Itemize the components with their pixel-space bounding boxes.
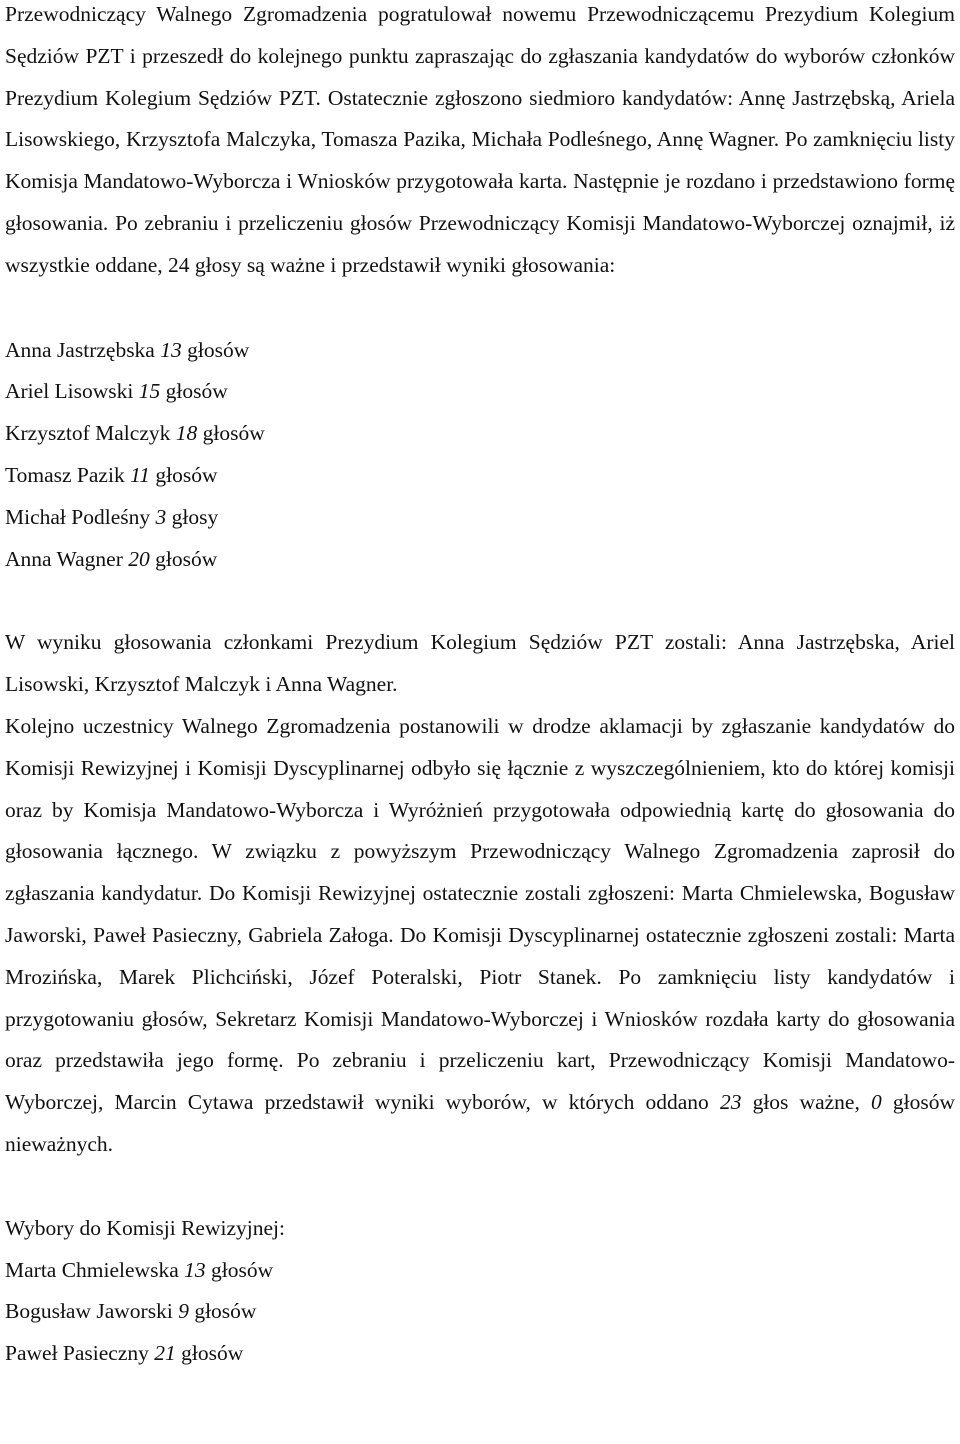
vote-unit: głosów [181,1341,244,1366]
vote-result-item [5,413,955,455]
presidium-vote-results [5,330,955,581]
vote-unit: głosów [165,379,228,404]
vote-result-item [5,455,955,497]
candidate-name: Ariel Lisowski [5,379,134,404]
vote-unit: głosów [202,421,265,446]
vote-result-item [5,1291,955,1333]
vote-result-item [5,1333,955,1375]
paragraph-text: Kolejno uczestnicy Walnego Zgromadzenia postanowili w drodze aklamacji by zgłaszanie kandydatów do Komisji Rewizyjnej i Komisji Dyscyplinarnej odbyło się łącznie z wyszczególnieniem, kto do której komisji oraz by Komisja Mandatowo-Wyborcza i Wyróżnień przygotowała odpowiednią kartę do głosowania do głosowania łącznego. W związku z powyższym Przewodniczący Walnego Zgromadzenia zaprosił do zgłaszania kandydatur. Do Komisji Rewizyjnej ostatecznie zostali zgłoszeni: Marta Chmielewska, Bogusław Jaworski, Paweł Pasieczny, Gabriela Załoga. Do Komisji Dyscyplinarnej ostatecznie zgłoszeni zostali: Marta Mrozińska, Marek Plichciński, Józef Poteralski, Piotr Stanek. Po zamknięciu listy kandydatów i przygotowaniu głosów, Sekretarz Komisji Mandatowo-Wyborczej i Wniosków rozdała karty do głosowania oraz przedstawiła jego formę. Po zebraniu i przeliczeniu kart, Przewodniczący Komisji Mandatowo-Wyborczej, Marcin Cytawa przedstawił wyniki wyborów, w których oddano [5,713,955,1115]
vote-count: 21 [154,1341,176,1366]
revision-vote-results [5,1250,955,1375]
candidate-name: Michał Podleśny [5,504,151,529]
vote-result-item [5,371,955,413]
paragraph-commission-nominations [5,706,955,1166]
vote-count: 20 [128,546,150,571]
vote-result-item [5,330,955,372]
vote-unit: głosów [155,546,218,571]
spacer [5,580,955,622]
vote-count: 3 [155,504,167,529]
vote-result-item [5,539,955,581]
paragraph-text: głos ważne, [741,1090,871,1115]
candidate-name: Marta Chmielewska [5,1257,179,1282]
vote-count: 15 [138,379,161,404]
vote-result-item [5,497,955,539]
candidate-name: Anna Jastrzębska [5,337,155,362]
invalid-votes-count: 0 [870,1090,882,1115]
candidate-name: Paweł Pasieczny [5,1341,149,1366]
candidate-name: Bogusław Jaworski [5,1299,173,1324]
spacer [5,1166,955,1208]
vote-unit: głosów [211,1257,274,1282]
vote-count: 9 [178,1299,189,1324]
vote-unit: głosów [187,337,250,362]
valid-votes-count: 23 [719,1090,742,1115]
vote-count: 13 [184,1257,206,1282]
vote-unit: głosów [155,462,218,487]
vote-count: 11 [130,462,150,487]
vote-count: 13 [160,337,182,362]
candidate-name: Tomasz Pazik [5,462,125,487]
candidate-name: Anna Wagner [5,546,123,571]
paragraph-text: głosów nieważnych. [5,1090,955,1156]
vote-result-item [5,1250,955,1292]
revision-commission-heading: Wybory do Komisji Rewizyjnej: [5,1215,285,1240]
candidate-name: Krzysztof Malczyk [5,421,171,446]
vote-unit: głosów [194,1299,257,1324]
vote-count: 18 [175,421,198,446]
vote-unit: głosy [171,504,219,529]
spacer [5,287,955,330]
paragraph-presidium-result: W wyniku głosowania członkami Prezydium Kolegium Sędziów PZT zostali: Anna Jastrzębska, Ariel Lisowski, Krzysztof Malczyk i Anna Wagner. [5,630,955,697]
paragraph-presidium-nominations: Przewodniczący Walnego Zgromadzenia pogratulował nowemu Przewodniczącemu Prezydium Kolegium Sędziów PZT i przeszedł do kolejnego punktu zapraszając do zgłaszania kandydatów do wyborów członków Prezydium Kolegium Sędziów PZT. Ostatecznie zgłoszono siedmioro kandydatów: Annę Jastrzębską, Ariela Lisowskiego, Krzysztofa Malczyka, Tomasza Pazika, Michała Podleśnego, Annę Wagner. Po zamknięciu listy Komisja Mandatowo-Wyborcza i Wniosków przygotowała karta. Następnie je rozdano i przedstawiono formę głosowania. Po zebraniu i przeliczeniu głosów Przewodniczący Komisji Mandatowo-Wyborczej oznajmił, iż wszystkie oddane, 24 głosy są ważne i przedstawił wyniki głosowania: [5,2,955,277]
